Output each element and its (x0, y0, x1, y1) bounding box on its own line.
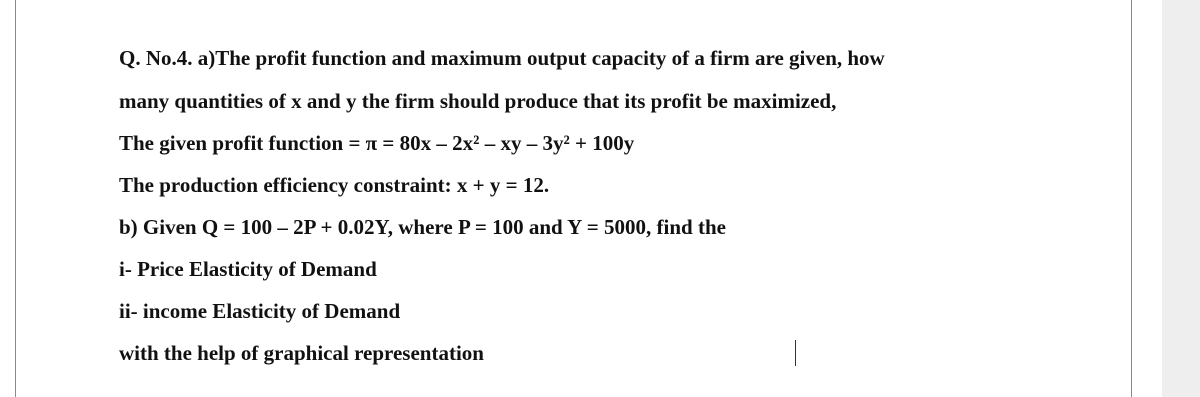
profit-function-line: The given profit function = π = 80x – 2x² – xy – 3y² + 100y (119, 131, 635, 155)
income-elasticity-item: ii- income Elasticity of Demand (119, 299, 401, 323)
constraint-line: The production efficiency constraint: x + y = 12. (119, 173, 550, 197)
part-b-line: b) Given Q = 100 – 2P + 0.02Y, where P = 100 and Y = 5000, find the (119, 215, 726, 239)
left-page-border (15, 0, 16, 397)
question-line-2: many quantities of x and y the firm should produce that its profit be maximized, (119, 89, 837, 113)
right-page-border (1131, 0, 1132, 397)
price-elasticity-item: i- Price Elasticity of Demand (119, 257, 377, 281)
question-line-1: Q. No.4. a)The profit function and maximum output capacity of a firm are given, how (119, 46, 885, 70)
graphical-representation-line: with the help of graphical representation (119, 341, 484, 365)
vertical-scrollbar[interactable] (1162, 0, 1200, 397)
text-cursor (795, 340, 796, 366)
